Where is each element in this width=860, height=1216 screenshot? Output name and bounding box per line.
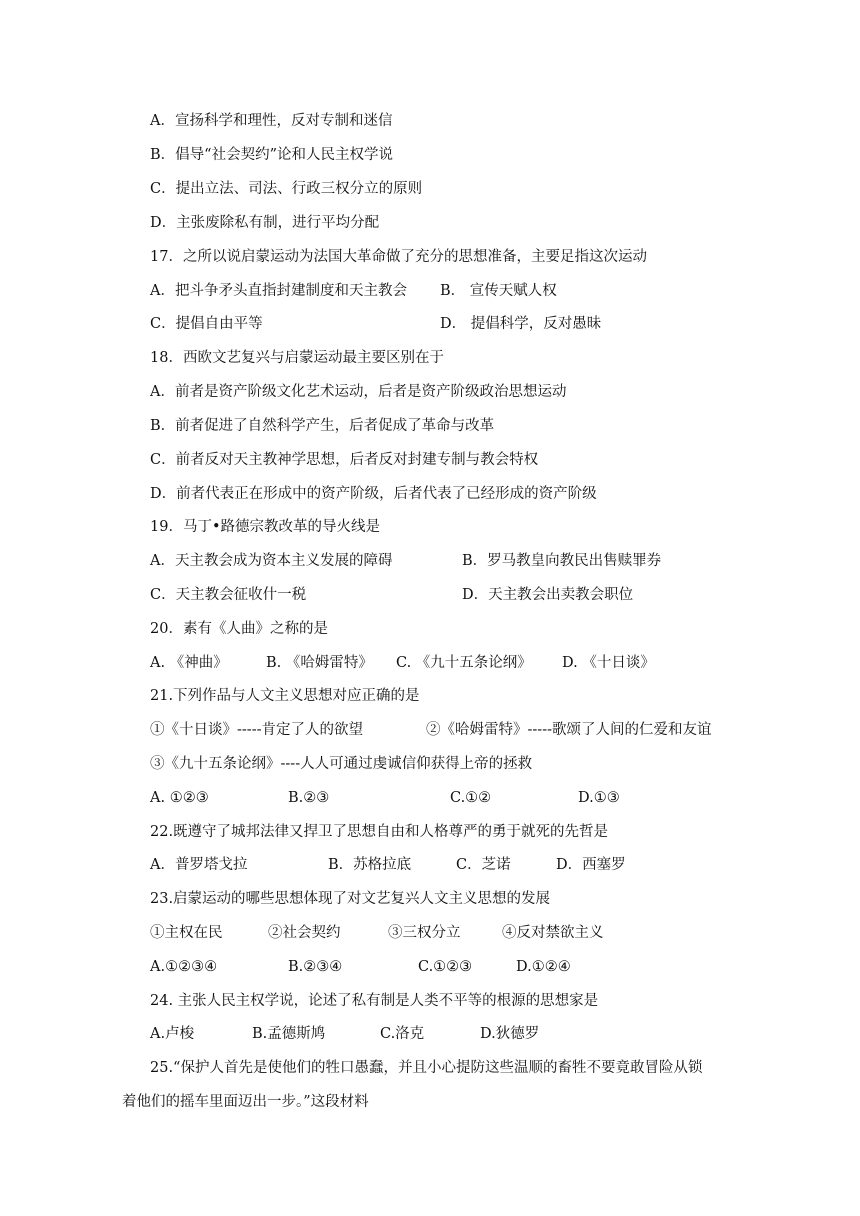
q21-item-2: ②《哈姆雷特》-----歌颂了人间的仁爱和友谊 bbox=[426, 722, 712, 738]
q21-option-a: A. ①②③ bbox=[150, 790, 209, 806]
q21-item-3: ③《九十五条论纲》----人人可通过虔诚信仰获得上帝的拯救 bbox=[150, 756, 533, 772]
q22-option-b: B．苏格拉底 bbox=[328, 857, 412, 873]
q22-option-a: A．普罗塔戈拉 bbox=[150, 857, 248, 873]
q17-option-c: C．提倡自由平等 bbox=[150, 316, 263, 332]
q17-option-d: D． 提倡科学，反对愚昧 bbox=[440, 316, 602, 332]
q22-option-c: C．芝诺 bbox=[456, 857, 511, 873]
q23-item-1: ①主权在民 bbox=[150, 925, 223, 941]
q24-option-c: C.洛克 bbox=[380, 1026, 425, 1042]
q24-option-a: A.卢梭 bbox=[150, 1026, 195, 1042]
q21-option-c: C.①② bbox=[450, 790, 492, 806]
q17-option-a: A．把斗争矛头直指封建制度和天主教会 bbox=[150, 283, 407, 299]
q18-stem: 18．西欧文艺复兴与启蒙运动最主要区别在于 bbox=[150, 350, 444, 366]
q19-option-b: B．罗马教皇向教民出售赎罪券 bbox=[462, 553, 662, 569]
q20-option-b: B. 《哈姆雷特》 bbox=[266, 655, 373, 671]
q17-stem: 17．之所以说启蒙运动为法国大革命做了充分的思想准备，主要足指这次运动 bbox=[150, 249, 647, 265]
q21-option-d: D.①③ bbox=[578, 790, 620, 806]
q19-option-c: C．天主教会征收什一税 bbox=[150, 587, 307, 603]
q21-option-b: B.②③ bbox=[288, 790, 330, 806]
q22-stem: 22.既遵守了城邦法律又捍卫了思想自由和人格尊严的勇于就死的先哲是 bbox=[150, 824, 609, 840]
q19-option-d: D．天主教会出卖教会职位 bbox=[462, 587, 634, 603]
q23-option-a: A.①②③④ bbox=[150, 959, 218, 975]
q19-stem: 19．马丁•路德宗教改革的导火线是 bbox=[150, 519, 381, 535]
q22-option-d: D．西塞罗 bbox=[556, 857, 626, 873]
q16-option-a: A．宣扬科学和理性，反对专制和迷信 bbox=[150, 113, 393, 129]
q25-stem-line-2: 着他们的摇车里面迈出一步。”这段材料 bbox=[122, 1094, 369, 1110]
q20-stem: 20．素有《人曲》之称的是 bbox=[150, 621, 328, 637]
q20-option-d: D. 《十日谈》 bbox=[562, 655, 655, 671]
q18-option-c: C．前者反对天主教神学思想，后者反对封建专制与教会特权 bbox=[150, 452, 539, 468]
q21-item-1: ①《十日谈》-----肯定了人的欲望 bbox=[150, 722, 363, 738]
q18-option-b: B．前者促进了自然科学产生，后者促成了革命与改革 bbox=[150, 418, 495, 434]
q21-stem: 21.下列作品与人文主义思想对应正确的是 bbox=[150, 688, 420, 704]
q16-option-c: C．提出立法、司法、行政三权分立的原则 bbox=[150, 181, 423, 197]
q17-option-b: B． 宣传天赋人权 bbox=[440, 283, 557, 299]
q16-option-d: D．主张废除私有制，进行平均分配 bbox=[150, 215, 380, 231]
q24-option-d: D.狄德罗 bbox=[480, 1026, 540, 1042]
q20-option-a: A. 《神曲》 bbox=[150, 655, 228, 671]
q23-item-4: ④反对禁欲主义 bbox=[502, 925, 604, 941]
q18-option-a: A．前者是资产阶级文化艺术运动，后者是资产阶级政治思想运动 bbox=[150, 384, 567, 400]
q23-stem: 23.启蒙运动的哪些思想体现了对文艺复兴人文主义思想的发展 bbox=[150, 891, 551, 907]
q23-option-d: D.①②④ bbox=[516, 959, 571, 975]
q18-option-d: D．前者代表正在形成中的资产阶级，后者代表了已经形成的资产阶级 bbox=[150, 486, 597, 502]
q25-stem-line-1: 25.“保护人首先是使他们的牲口愚蠢，并且小心提防这些温顺的畜牲不要竟敢冒险从锁 bbox=[150, 1060, 703, 1076]
q16-option-b: B．倡导“社会契约”论和人民主权学说 bbox=[150, 147, 393, 163]
q23-option-b: B.②③④ bbox=[288, 959, 343, 975]
q24-option-b: B.孟德斯鸠 bbox=[252, 1026, 326, 1042]
q23-option-c: C.①②③ bbox=[418, 959, 473, 975]
q20-option-c: C. 《九十五条论纲》 bbox=[396, 655, 532, 671]
q23-item-3: ③三权分立 bbox=[388, 925, 461, 941]
q19-option-a: A．天主教会成为资本主义发展的障碍 bbox=[150, 553, 393, 569]
q23-item-2: ②社会契约 bbox=[268, 925, 341, 941]
q24-stem: 24. 主张人民主权学说，论述了私有制是人类不平等的根源的思想家是 bbox=[150, 993, 599, 1009]
